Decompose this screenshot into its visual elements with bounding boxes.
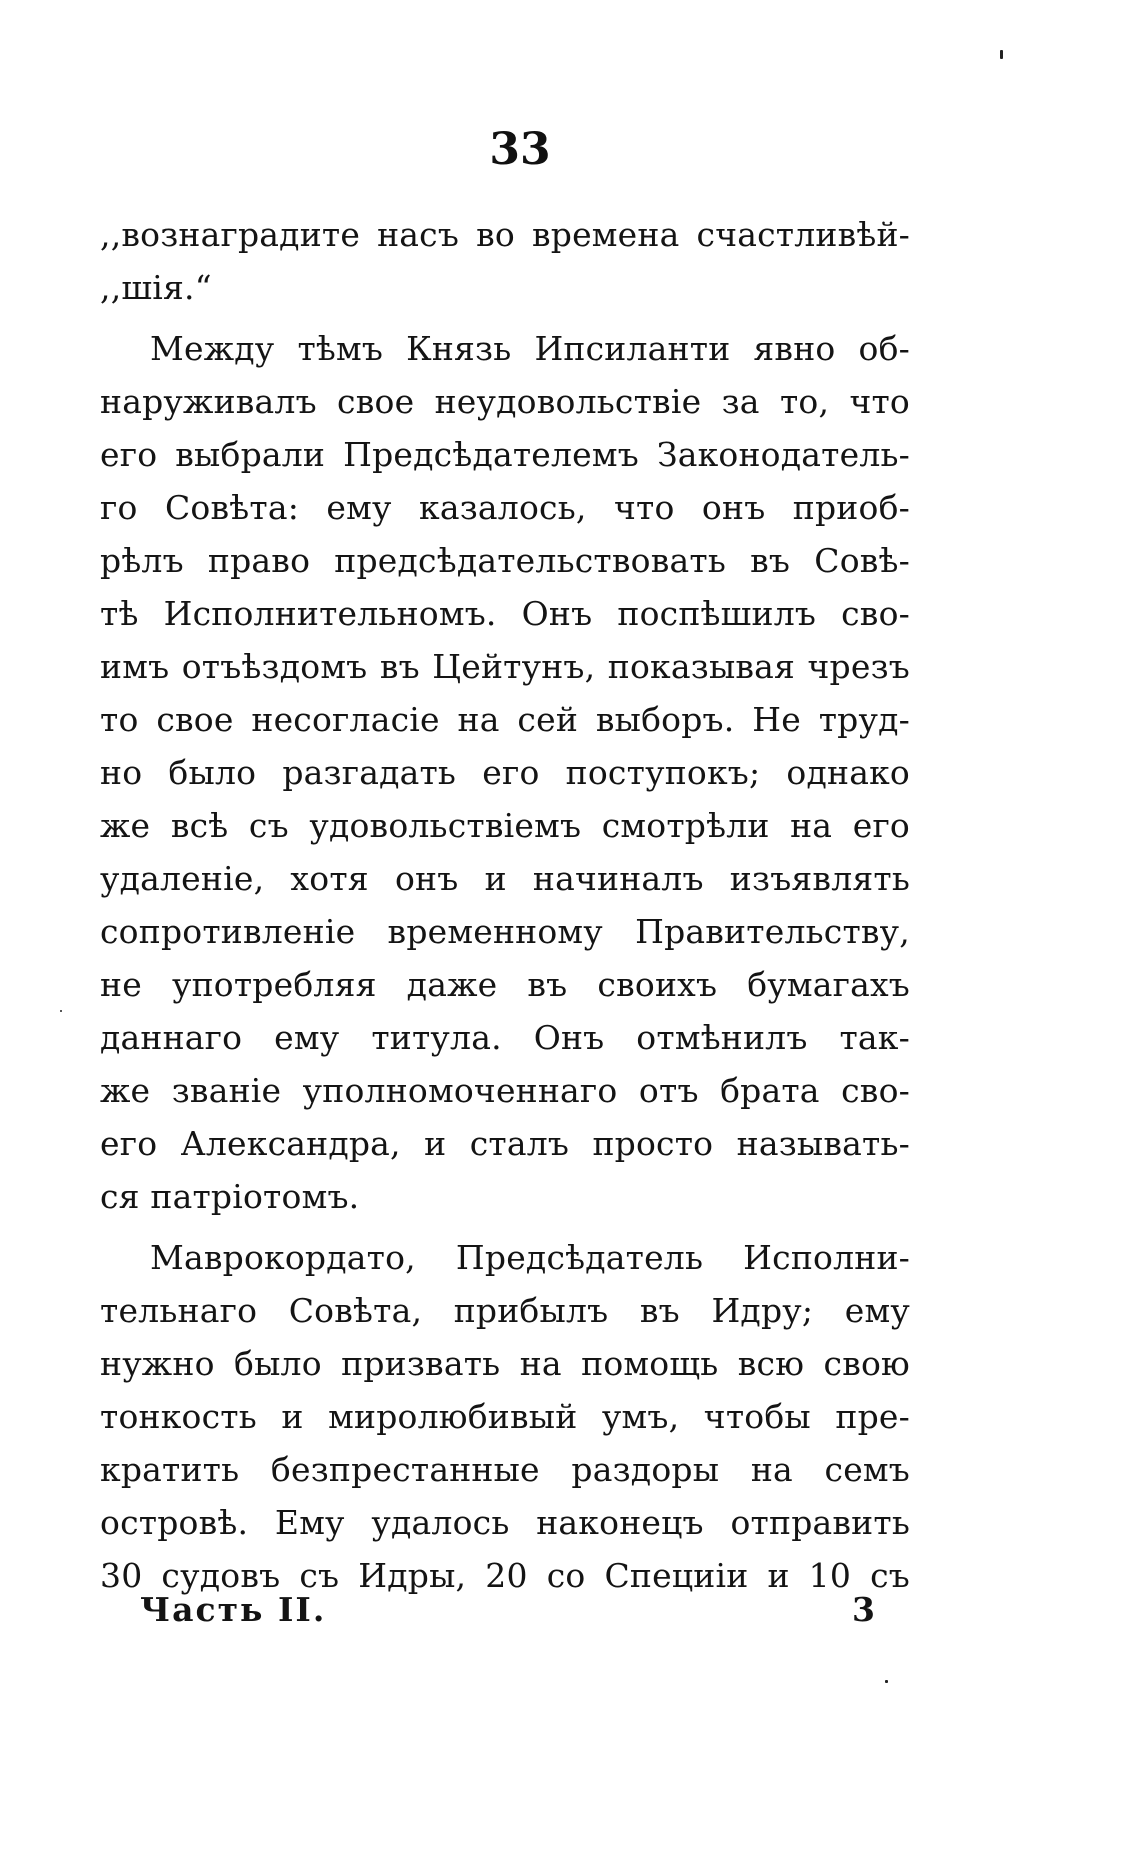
text-line: же всѣ съ удовольствіемъ смотрѣли на его	[100, 806, 910, 845]
text-line: имъ отъѣздомъ въ Цейтунъ, показывая чрезъ	[100, 647, 910, 686]
text-line: тонкость и миролюбивый умъ, чтобы пре-	[100, 1397, 910, 1436]
text-line: удаленіе, хотя онъ и начиналъ изъявлять	[100, 859, 910, 898]
text-line: 30 судовъ съ Идры, 20 со Специіи и 10 съ	[100, 1556, 910, 1595]
text-line: его Александра, и сталъ просто называть-	[100, 1124, 910, 1163]
print-speck	[885, 1680, 888, 1683]
text-line: сопротивленіе временному Правительству,	[100, 912, 910, 951]
text-line: наруживалъ свое неудовольствіе за то, что	[100, 382, 910, 421]
text-line: рѣлъ право предсѣдательствовать въ Совѣ-	[100, 541, 910, 580]
text-line: ,,вознаградите насъ во времена счастливѣй-	[100, 215, 910, 254]
text-line: тѣ Исполнительномъ. Онъ поспѣшилъ сво-	[100, 594, 910, 633]
sheet-signature-mark: 3	[852, 1590, 875, 1629]
paragraph-start-line: Маврокордато, Предсѣдатель Исполни-	[150, 1238, 910, 1277]
print-speck	[60, 1010, 62, 1012]
text-line: го Совѣта: ему казалось, что онъ приоб-	[100, 488, 910, 527]
text-line: ся патріотомъ.	[100, 1177, 360, 1216]
text-line: даннаго ему титула. Онъ отмѣнилъ так-	[100, 1018, 910, 1057]
print-speck	[1000, 50, 1003, 59]
text-line: кратить безпрестанные раздоры на семъ	[100, 1450, 910, 1489]
text-line: тельнаго Совѣта, прибылъ въ Идру; ему	[100, 1291, 910, 1330]
text-line: островѣ. Ему удалось наконецъ отправить	[100, 1503, 910, 1542]
body-text	[100, 208, 910, 1602]
text-line: то свое несогласіе на сей выборъ. Не труд-	[100, 700, 910, 739]
paragraph-start-line: Между тѣмъ Князь Ипсиланти явно об-	[150, 329, 910, 368]
text-line: нужно было призвать на помощь всю свою	[100, 1344, 910, 1383]
text-line: но было разгадать его поступокъ; однако	[100, 753, 910, 792]
page-number: 33	[489, 124, 551, 175]
text-line: ,,шія.“	[100, 268, 212, 307]
page-footer	[140, 1585, 875, 1635]
text-line: же званіе уполномоченнаго отъ брата сво-	[100, 1071, 910, 1110]
text-line: его выбрали Предсѣдателемъ Законодатель-	[100, 435, 910, 474]
text-line: не употребляя даже въ своихъ бумагахъ	[100, 965, 910, 1004]
volume-signature: Часть II.	[140, 1590, 327, 1629]
